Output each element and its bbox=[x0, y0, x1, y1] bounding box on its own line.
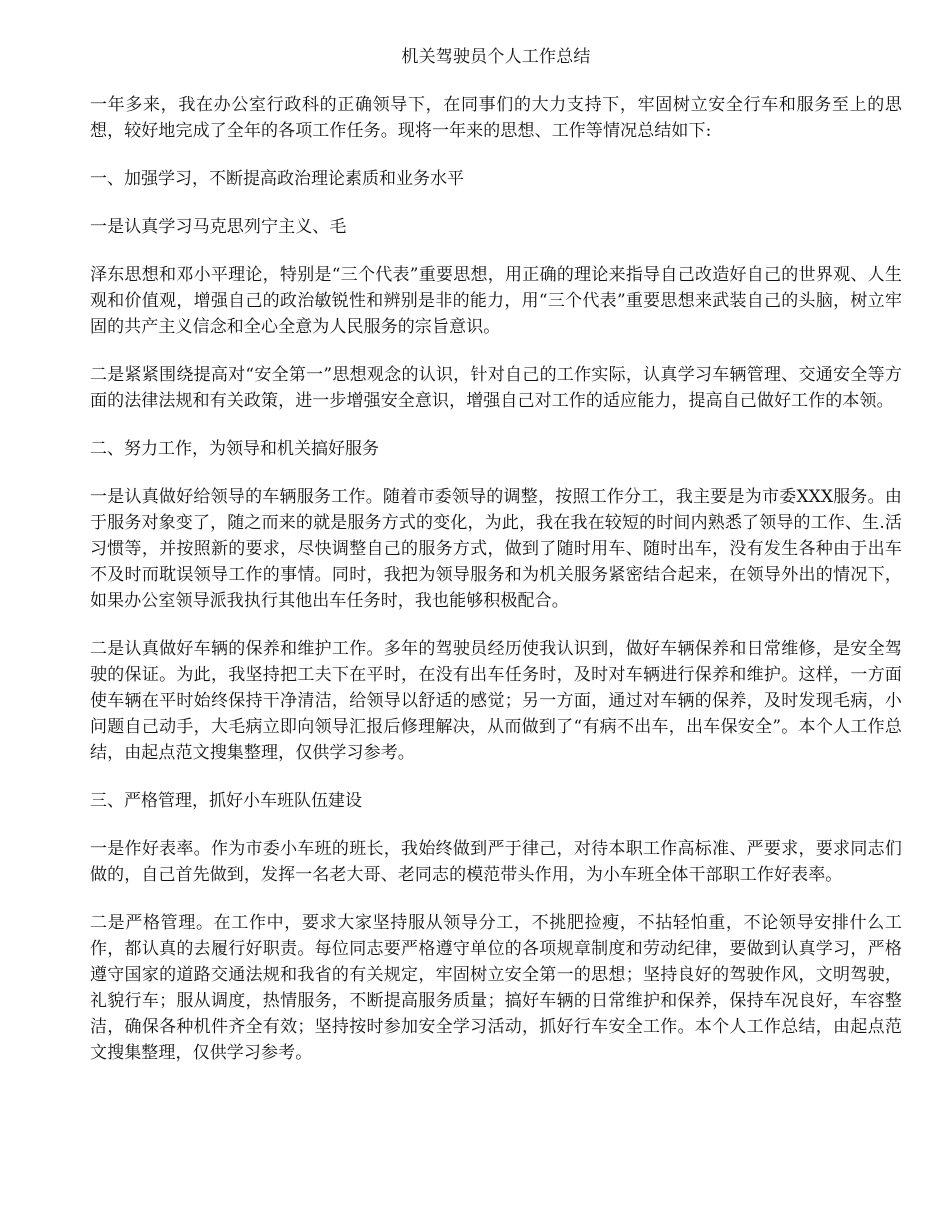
document-page bbox=[90, 44, 902, 1088]
section-heading-1: 一、加强学习，不断提高政治理论素质和业务水平 bbox=[90, 169, 464, 189]
paragraph: 二是严格管理。在工作中，要求大家坚持服从领导分工，不挑肥捡瘦，不拈轻怕重，不论领导安排什么工作，都认真的去履行好职责。每位同志要严格遵守单位的各项规章制度和劳动纪律，要做到认真学习，严格遵守国家的道路交通法规和我省的有关规定，牢固树立安全第一的思想；坚持良好的驾驶作风，文明驾驶，礼貌行车；服从调度，热情服务，不断提高服务质量；搞好车辆的日常维护和保养，保持车况良好，车容整洁，确保各种机件齐全有效；坚持按时参加安全学习活动，抓好行车安全工作。本个人工作总结，由起点范文搜集整理，仅供学习参考。 bbox=[90, 913, 902, 1063]
document-title: 机关驾驶员个人工作总结 bbox=[401, 47, 591, 67]
paragraph: 一是作好表率。作为市委小车班的班长，我始终做到严于律己，对待本职工作高标准、严要求，要求同志们做的，自己首先做到，发挥一名老大哥、老同志的模范带头作用，为小车班全体干部职工作好表率。 bbox=[90, 839, 902, 885]
paragraph: 一是认真做好给领导的车辆服务工作。随着市委领导的调整，按照工作分工，我主要是为市委XXX服务。由于服务对象变了，随之而来的就是服务方式的变化，为此，我在我在较短的时间内熟悉了领导的工作、生.活习惯等，并按照新的要求，尽快调整自己的服务方式，做到了随时用车、随时出车，没有发生各种由于出车不及时而耽误领导工作的事情。同时，我把为领导服务和为机关服务紧密结合起来，在领导外出的情况下，如果办公室领导派我执行其他出车任务时，我也能够积极配合。 bbox=[90, 487, 902, 611]
section-heading-2: 二、努力工作，为领导和机关搞好服务 bbox=[90, 439, 379, 459]
paragraph: 二是紧紧围绕提高对“安全第一”思想观念的认识，针对自己的工作实际，认真学习车辆管理、交通安全等方面的法律法规和有关政策，进一步增强安全意识，增强自己对工作的适应能力，提高自己做好工作的本领。 bbox=[90, 365, 902, 411]
section-heading-3: 三、严格管理，抓好小车班队伍建设 bbox=[90, 791, 362, 811]
paragraph: 泽东思想和邓小平理论，特别是“三个代表”重要思想，用正确的理论来指导自己改造好自己的世界观、人生观和价值观，增强自己的政治敏锐性和辨别是非的能力，用“三个代表”重要思想来武装自己的头脑，树立牢固的共产主义信念和全心全意为人民服务的宗旨意识。 bbox=[90, 265, 902, 337]
paragraph: 一是认真学习马克思列宁主义、毛 bbox=[90, 217, 347, 237]
intro-paragraph: 一年多来，我在办公室行政科的正确领导下，在同事们的大力支持下，牢固树立安全行车和服务至上的思想，较好地完成了全年的各项工作任务。现将一年来的思想、工作等情况总结如下: bbox=[90, 95, 902, 141]
paragraph: 二是认真做好车辆的保养和维护工作。多年的驾驶员经历使我认识到，做好车辆保养和日常维修，是安全驾驶的保证。为此，我坚持把工夫下在平时，在没有出车任务时，及时对车辆进行保养和维护。这样，一方面使车辆在平时始终保持干净清洁，给领导以舒适的感觉；另一方面，通过对车辆的保养，及时发现毛病，小问题自己动手，大毛病立即向领导汇报后修理解决，从而做到了“有病不出车，出车保安全”。本个人工作总结，由起点范文搜集整理，仅供学习参考。 bbox=[90, 639, 902, 763]
